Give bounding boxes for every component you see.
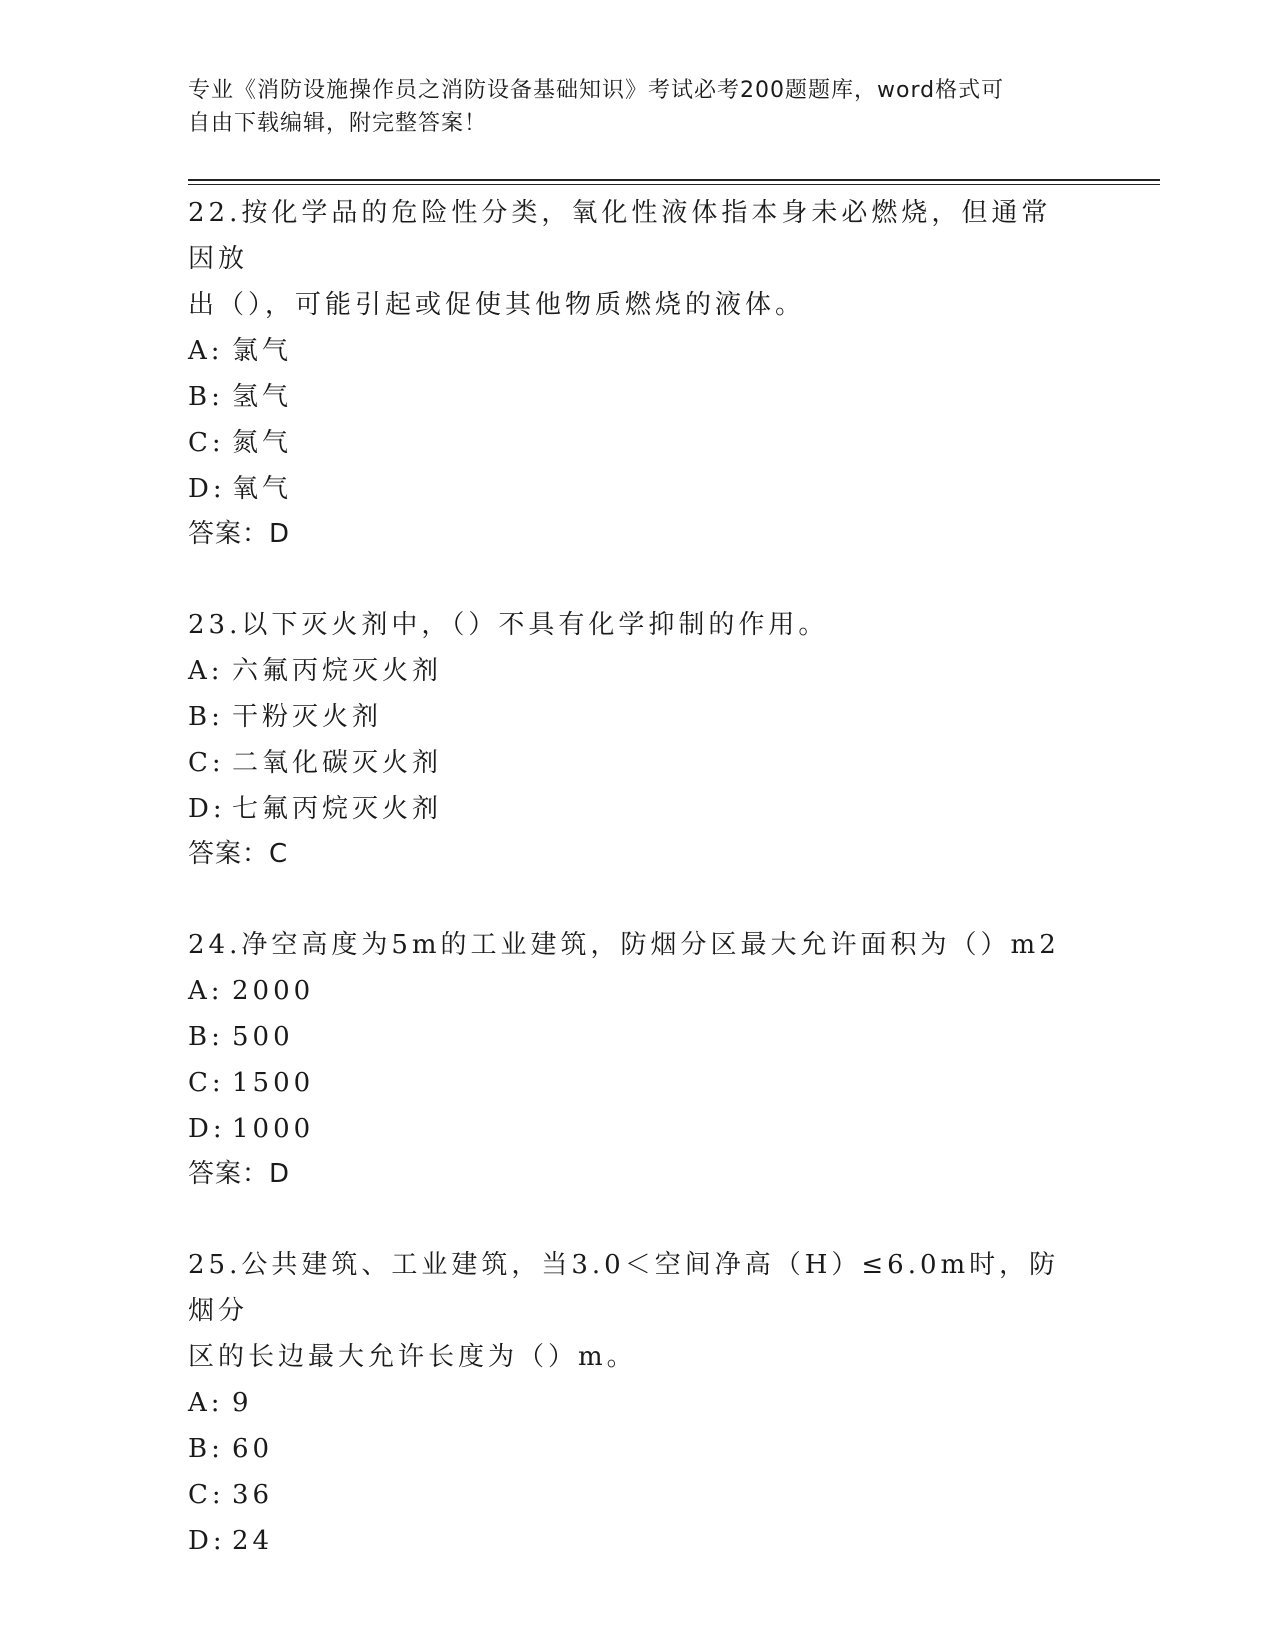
option-letter: D: <box>188 794 226 824</box>
option-c <box>188 1472 1088 1518</box>
option-d <box>188 466 1088 512</box>
question-stem <box>188 1242 1068 1380</box>
option-letter: C: <box>188 1068 225 1098</box>
answer-line: 答案：D <box>188 1159 291 1189</box>
option-text: 二氧化碳灭火剂 <box>232 748 443 778</box>
option-a <box>188 648 1088 694</box>
header-line-1: 专业《消防设施操作员之消防设备基础知识》考试必考200题题库，word格式可 <box>188 78 1005 103</box>
option-letter: A: <box>188 1388 224 1418</box>
question-24 <box>188 922 1088 1196</box>
option-letter: C: <box>188 748 225 778</box>
option-a <box>188 328 1088 374</box>
question-stem-line: 25.公共建筑、工业建筑，当3.0＜空间净高（H）≤6.0m时，防烟分 <box>188 1250 1060 1326</box>
option-text: 氢气 <box>232 382 293 412</box>
option-text: 1000 <box>232 1114 315 1144</box>
option-letter: C: <box>188 428 225 458</box>
question-stem <box>188 190 1068 328</box>
document-header <box>188 74 1068 140</box>
option-letter: A: <box>188 656 224 686</box>
option-c <box>188 420 1088 466</box>
option-letter: A: <box>188 336 224 366</box>
option-text: 七氟丙烷灭火剂 <box>232 794 443 824</box>
option-text: 六氟丙烷灭火剂 <box>232 656 443 686</box>
option-text: 24 <box>232 1526 274 1556</box>
option-text: 干粉灭火剂 <box>232 702 383 732</box>
option-b <box>188 694 1088 740</box>
question-25 <box>188 1242 1088 1564</box>
option-text: 1500 <box>232 1068 315 1098</box>
option-letter: B: <box>188 382 224 412</box>
option-c <box>188 1060 1088 1106</box>
option-text: 9 <box>232 1388 253 1418</box>
option-text: 500 <box>232 1022 294 1052</box>
question-stem-line: 22.按化学品的危险性分类，氧化性液体指本身未必燃烧，但通常因放 <box>188 198 1052 274</box>
option-b <box>188 1426 1088 1472</box>
header-divider-thick <box>188 179 1160 181</box>
question-stem <box>188 922 1068 968</box>
option-b <box>188 374 1088 420</box>
header-divider-thin <box>188 184 1160 185</box>
option-c <box>188 740 1088 786</box>
option-letter: D: <box>188 1526 226 1556</box>
question-stem-line: 23.以下灭火剂中，（）不具有化学抑制的作用。 <box>188 610 829 640</box>
option-b <box>188 1014 1088 1060</box>
option-text: 2000 <box>232 976 315 1006</box>
option-text: 36 <box>232 1480 274 1510</box>
option-d <box>188 1106 1088 1152</box>
option-letter: D: <box>188 1114 226 1144</box>
option-text: 氧气 <box>232 474 293 504</box>
option-letter: C: <box>188 1480 225 1510</box>
question-stem-line: 出（），可能引起或促使其他物质燃烧的液体。 <box>188 290 806 320</box>
option-a <box>188 1380 1088 1426</box>
option-a <box>188 968 1088 1014</box>
option-letter: B: <box>188 1022 224 1052</box>
option-d <box>188 786 1088 832</box>
option-d <box>188 1518 1088 1564</box>
option-text: 60 <box>232 1434 274 1464</box>
question-stem <box>188 602 1068 648</box>
question-23 <box>188 602 1088 876</box>
answer-line: 答案：D <box>188 519 291 549</box>
option-letter: A: <box>188 976 224 1006</box>
question-stem-line: 24.净空高度为5m的工业建筑，防烟分区最大允许面积为（）m2 <box>188 930 1060 960</box>
header-line-2: 自由下载编辑，附完整答案！ <box>188 111 488 136</box>
option-letter: D: <box>188 474 226 504</box>
question-stem-line: 区的长边最大允许长度为（）m。 <box>188 1342 637 1372</box>
option-letter: B: <box>188 702 224 732</box>
question-list <box>188 190 1088 1610</box>
option-letter: B: <box>188 1434 224 1464</box>
answer-line: 答案：C <box>188 839 289 869</box>
option-text: 氮气 <box>232 428 293 458</box>
option-text: 氯气 <box>232 336 293 366</box>
question-22 <box>188 190 1088 556</box>
